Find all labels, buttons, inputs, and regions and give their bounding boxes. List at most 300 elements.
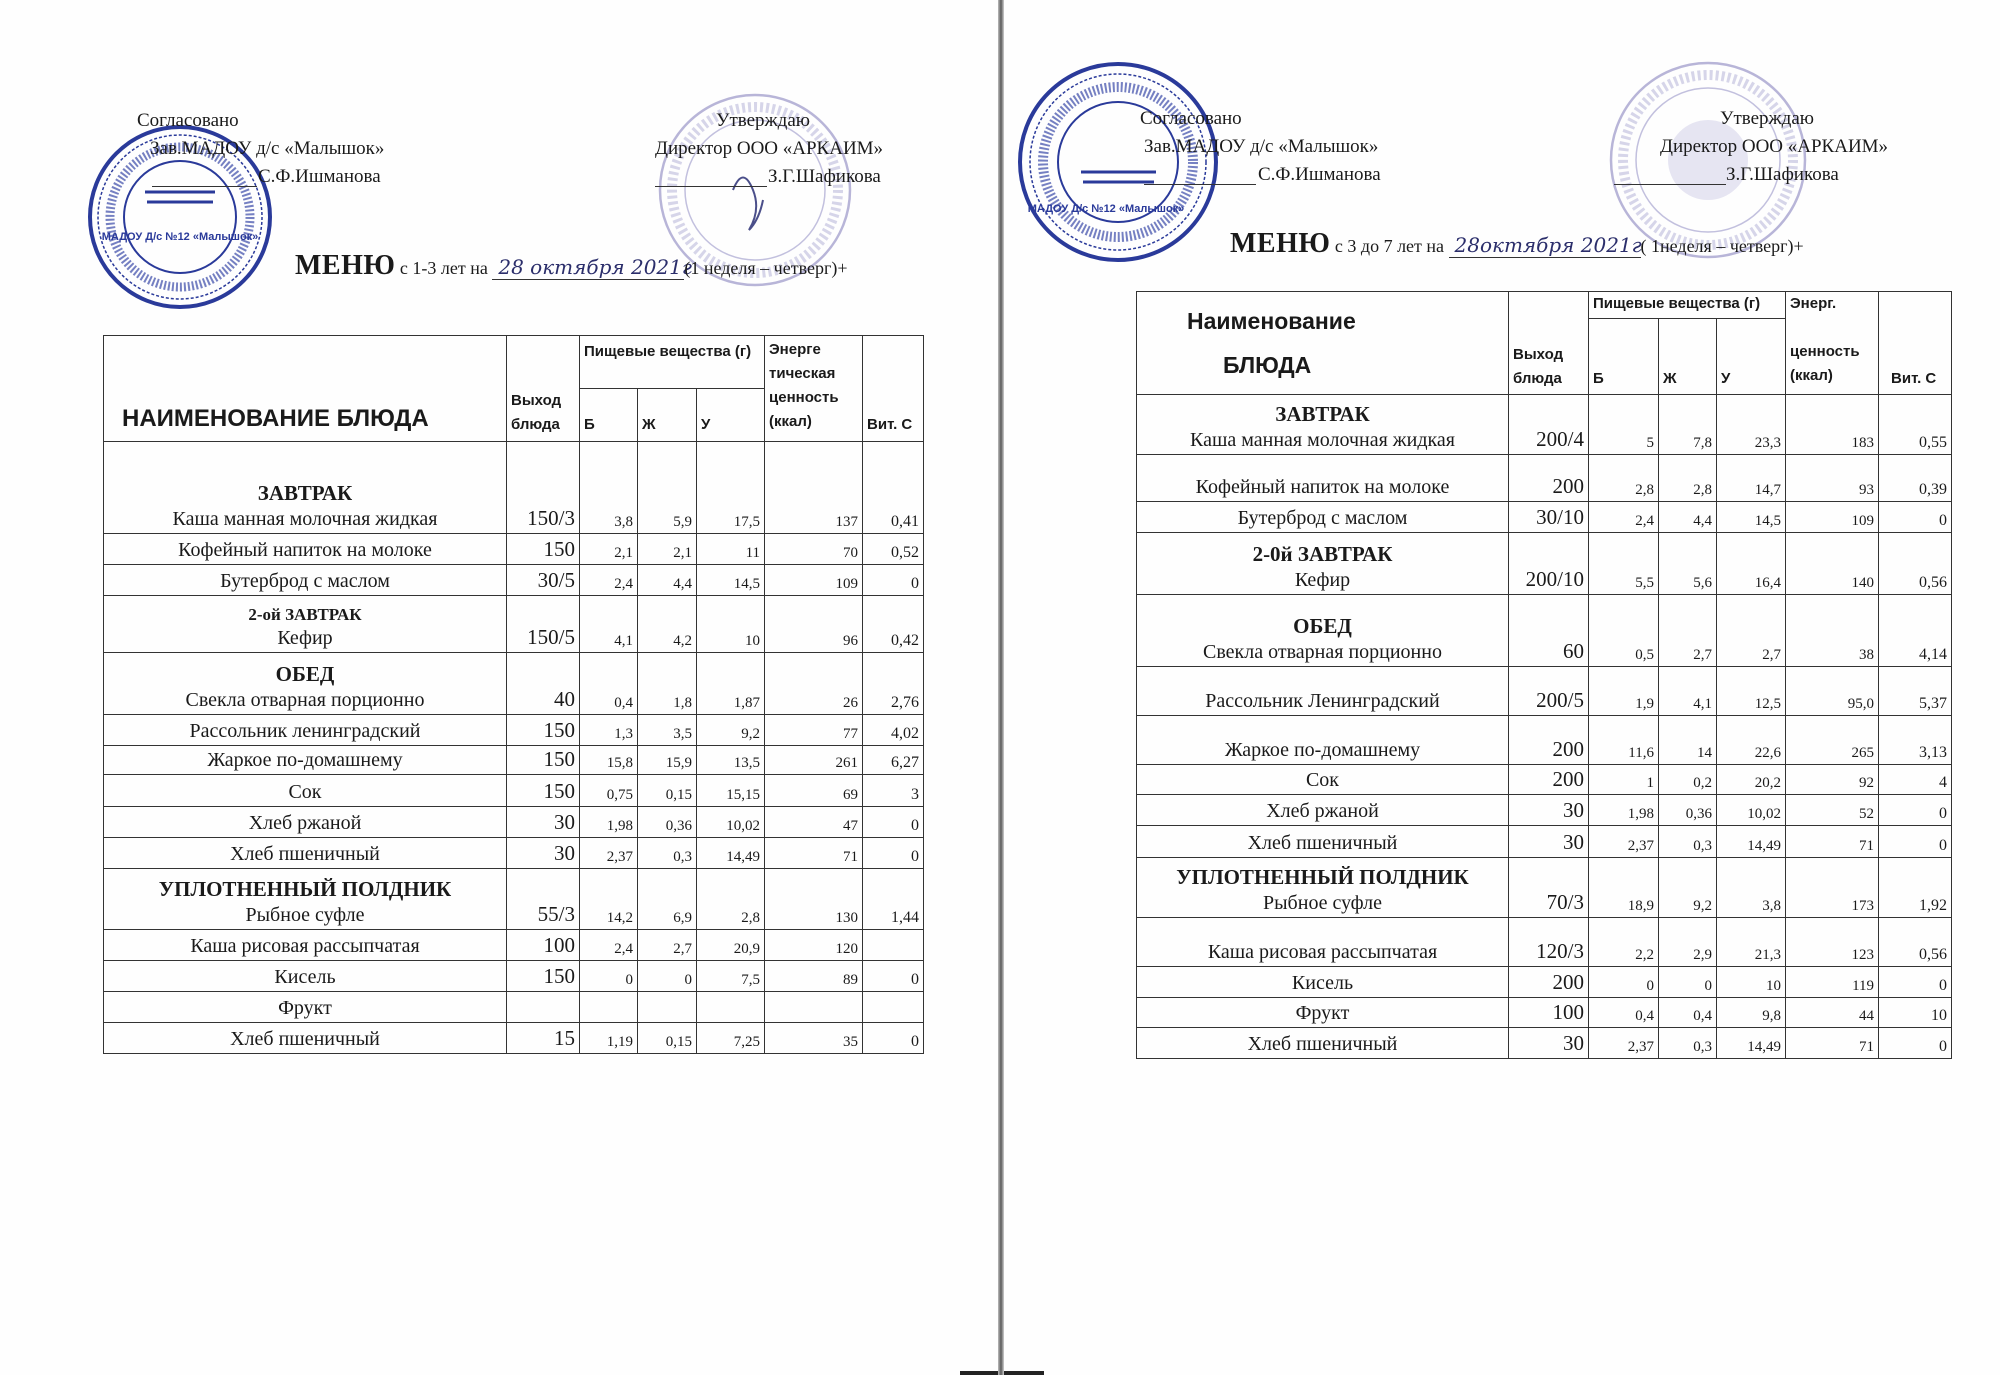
protein-value: 18,9 — [1589, 858, 1659, 918]
protein-value: 1 — [1589, 765, 1659, 795]
vitamin-c-value: 0,42 — [863, 596, 924, 653]
energy-value: 92 — [1786, 765, 1879, 795]
energy-value: 35 — [765, 1023, 863, 1054]
dish-cell — [104, 653, 507, 715]
vitamin-c-value: 5,37 — [1879, 667, 1952, 716]
dish-cell — [1137, 967, 1509, 998]
fat-value — [638, 992, 697, 1023]
dish-output: 70/3 — [1509, 858, 1589, 918]
carbs-value: 10,02 — [1717, 795, 1786, 826]
signature-line — [152, 186, 257, 187]
menu-table — [103, 335, 924, 1054]
menu-row — [1137, 1028, 1952, 1059]
dish-name: Фрукт — [278, 997, 332, 1019]
carbs-value: 2,8 — [697, 869, 765, 930]
dish-cell — [1137, 502, 1509, 533]
menu-section-row — [1137, 395, 1952, 455]
dish-output: 30 — [507, 838, 580, 869]
dish-output: 30/5 — [507, 565, 580, 596]
dish-cell — [104, 869, 507, 930]
dish-output: 55/3 — [507, 869, 580, 930]
carbs-value: 20,9 — [697, 930, 765, 961]
fat-value: 0,15 — [638, 1023, 697, 1054]
school-stamp — [1016, 60, 1221, 265]
dish-cell — [1137, 765, 1509, 795]
header-nutrients: Пищевые вещества (г) — [580, 336, 765, 389]
vitamin-c-value: 0 — [863, 807, 924, 838]
signature-line — [1144, 184, 1256, 185]
carbs-value: 21,3 — [1717, 918, 1786, 967]
dish-name: Каша рисовая рассыпчатая — [190, 935, 420, 957]
menu-row — [104, 534, 924, 565]
dish-output: 100 — [1509, 998, 1589, 1028]
dish-output: 200/5 — [1509, 667, 1589, 716]
dish-cell — [104, 442, 507, 534]
vitamin-c-value: 3,13 — [1879, 716, 1952, 765]
energy-value: 38 — [1786, 595, 1879, 667]
energy-value: 109 — [1786, 502, 1879, 533]
dish-name: Рассольник ленинградский — [189, 720, 421, 742]
vitamin-c-value: 3 — [863, 775, 924, 807]
carbs-value: 12,5 — [1717, 667, 1786, 716]
protein-value: 2,37 — [580, 838, 638, 869]
dish-name: Хлеб ржаной — [248, 812, 362, 834]
fat-value: 7,8 — [1659, 395, 1717, 455]
dish-name: Каша манная молочная жидкая — [172, 508, 438, 530]
dish-output: 30 — [1509, 1028, 1589, 1059]
menu-row — [104, 838, 924, 869]
fat-value: 2,7 — [638, 930, 697, 961]
fat-value: 0,15 — [638, 775, 697, 807]
confirmed-label: Утверждаю — [1720, 108, 1814, 129]
stamp-text: МАДОУ Д/с №12 «Малышок» — [1027, 203, 1185, 215]
dish-cell — [1137, 716, 1509, 765]
dish-cell — [1137, 795, 1509, 826]
dish-cell — [104, 807, 507, 838]
vitamin-c-value: 0 — [1879, 1028, 1952, 1059]
stamp-text: МАДОУ Д/с №12 «Малышок» — [101, 231, 259, 243]
dish-name: Кофейный напиток на молоке — [1195, 476, 1450, 498]
dish-name: Фрукт — [1295, 1002, 1350, 1024]
carbs-value: 20,2 — [1717, 765, 1786, 795]
energy-value: 26 — [765, 653, 863, 715]
carbs-value — [697, 992, 765, 1023]
energy-value: 265 — [1786, 716, 1879, 765]
scan-edge — [1004, 1371, 1044, 1375]
dish-output: 150 — [507, 775, 580, 807]
meal-section-title: ОБЕД — [1293, 614, 1352, 638]
header-dish-name-line2: БЛЮДА — [1223, 352, 1312, 378]
dish-output: 150 — [507, 961, 580, 992]
carbs-value: 11 — [697, 534, 765, 565]
fat-value: 0,3 — [1659, 826, 1717, 858]
menu-page-3-7-years — [1004, 0, 2000, 1375]
protein-value: 14,2 — [580, 869, 638, 930]
dish-output: 150 — [507, 715, 580, 746]
dish-name: Хлеб пшеничный — [1247, 832, 1398, 854]
protein-value: 4,1 — [580, 596, 638, 653]
scan-edge — [960, 1371, 998, 1375]
energy-value: 140 — [1786, 533, 1879, 595]
fat-value: 0 — [1659, 967, 1717, 998]
dish-output: 200 — [1509, 455, 1589, 502]
energy-value: 183 — [1786, 395, 1879, 455]
menu-row — [1137, 455, 1952, 502]
fat-value: 1,8 — [638, 653, 697, 715]
fat-value: 0,4 — [1659, 998, 1717, 1028]
dish-cell — [104, 746, 507, 775]
carbs-value: 10 — [1717, 967, 1786, 998]
header-dish-name: НАИМЕНОВАНИЕ БЛЮДА — [104, 336, 507, 442]
header-fat: Ж — [1659, 319, 1717, 395]
energy-value: 69 — [765, 775, 863, 807]
protein-value: 2,1 — [580, 534, 638, 565]
vitamin-c-value: 0,55 — [1879, 395, 1952, 455]
dish-output: 150 — [507, 534, 580, 565]
dish-cell — [1137, 826, 1509, 858]
energy-value: 119 — [1786, 967, 1879, 998]
vitamin-c-value: 0 — [1879, 502, 1952, 533]
fat-value: 0,3 — [638, 838, 697, 869]
menu-row — [1137, 918, 1952, 967]
dish-cell — [104, 596, 507, 653]
menu-section-row — [1137, 858, 1952, 918]
menu-row — [104, 807, 924, 838]
header-energy — [1786, 292, 1879, 395]
energy-value: 47 — [765, 807, 863, 838]
confirmed-label: Утверждаю — [716, 110, 810, 131]
menu-age: с 1-3 лет на — [399, 258, 488, 278]
dish-cell — [1137, 455, 1509, 502]
header-energy-line2: ценность (ккал) — [1790, 343, 1860, 384]
energy-value: 173 — [1786, 858, 1879, 918]
energy-value: 109 — [765, 565, 863, 596]
dish-name: Хлеб ржаной — [1266, 800, 1379, 822]
menu-row — [1137, 502, 1952, 533]
dish-name: Кисель — [1291, 972, 1354, 994]
dish-output: 30 — [507, 807, 580, 838]
protein-value: 2,4 — [580, 565, 638, 596]
fat-value: 0 — [638, 961, 697, 992]
dish-name: Жаркое по-домашнему — [1224, 739, 1421, 761]
dish-cell — [1137, 533, 1509, 595]
dish-cell — [1137, 1028, 1509, 1059]
approved-name: С.Ф.Ишманова — [258, 166, 381, 187]
protein-value: 2,37 — [1589, 826, 1659, 858]
dish-output: 15 — [507, 1023, 580, 1054]
energy-value: 71 — [1786, 826, 1879, 858]
protein-value: 1,19 — [580, 1023, 638, 1054]
fat-value: 15,9 — [638, 746, 697, 775]
header-vitamin-c: Вит. С — [863, 336, 924, 442]
dish-cell — [1137, 998, 1509, 1028]
carbs-value: 1,87 — [697, 653, 765, 715]
energy-value: 123 — [1786, 918, 1879, 967]
dish-name: Свекла отварная порционно — [1203, 641, 1442, 663]
header-energy-line1: Энерг. — [1790, 295, 1837, 312]
dish-output: 120/3 — [1509, 918, 1589, 967]
protein-value: 1,98 — [580, 807, 638, 838]
menu-heading: МЕНЮ — [295, 250, 396, 281]
header-output: Выход блюда — [507, 336, 580, 442]
fat-value: 3,5 — [638, 715, 697, 746]
approved-name: С.Ф.Ишманова — [1258, 164, 1381, 185]
menu-row — [104, 961, 924, 992]
dish-name: Сок — [288, 781, 322, 803]
menu-row — [1137, 795, 1952, 826]
vitamin-c-value: 2,76 — [863, 653, 924, 715]
dish-output: 30 — [1509, 826, 1589, 858]
menu-row — [104, 930, 924, 961]
protein-value: 0,4 — [1589, 998, 1659, 1028]
menu-row — [104, 715, 924, 746]
protein-value: 2,4 — [1589, 502, 1659, 533]
fat-value: 4,4 — [1659, 502, 1717, 533]
header-protein: Б — [1589, 319, 1659, 395]
dish-name: Кефир — [1294, 569, 1351, 591]
protein-value: 1,98 — [1589, 795, 1659, 826]
fat-value: 4,4 — [638, 565, 697, 596]
vitamin-c-value: 10 — [1879, 998, 1952, 1028]
energy-value: 137 — [765, 442, 863, 534]
vitamin-c-value: 4,14 — [1879, 595, 1952, 667]
carbs-value: 9,2 — [697, 715, 765, 746]
header-carbs: У — [697, 389, 765, 442]
energy-value: 96 — [765, 596, 863, 653]
menu-section-row — [104, 653, 924, 715]
dish-name: Каша рисовая рассыпчатая — [1207, 941, 1438, 963]
energy-value: 93 — [1786, 455, 1879, 502]
dish-cell — [104, 1023, 507, 1054]
dish-cell — [104, 534, 507, 565]
vitamin-c-value: 0 — [863, 565, 924, 596]
vitamin-c-value: 1,44 — [863, 869, 924, 930]
dish-cell — [104, 930, 507, 961]
dish-name: Кофейный напиток на молоке — [178, 539, 432, 561]
meal-section-title: 2-0й ЗАВТРАК — [1252, 542, 1393, 566]
header-dish-name-line1: Наименование — [1187, 308, 1356, 334]
vitamin-c-value: 0,39 — [1879, 455, 1952, 502]
dish-cell — [1137, 395, 1509, 455]
header-fat: Ж — [638, 389, 697, 442]
protein-value: 2,37 — [1589, 1028, 1659, 1059]
vitamin-c-value: 0 — [863, 961, 924, 992]
fat-value: 5,9 — [638, 442, 697, 534]
protein-value: 2,2 — [1589, 918, 1659, 967]
menu-section-row — [1137, 533, 1952, 595]
dish-output — [507, 992, 580, 1023]
dish-name: Свекла отварная порционно — [185, 689, 425, 711]
meal-section-title: УПЛОТНЕННЫЙ ПОЛДНИК — [1176, 865, 1469, 889]
fat-value: 2,8 — [1659, 455, 1717, 502]
energy-value: 71 — [1786, 1028, 1879, 1059]
dish-output: 150/5 — [507, 596, 580, 653]
protein-value: 11,6 — [1589, 716, 1659, 765]
header-nutrients: Пищевые вещества (г) — [1589, 292, 1786, 319]
vitamin-c-value: 0,56 — [1879, 918, 1952, 967]
menu-date: 28октября 2021г — [1449, 233, 1641, 258]
dish-output: 200/4 — [1509, 395, 1589, 455]
energy-value: 89 — [765, 961, 863, 992]
meal-section-title: ОБЕД — [275, 662, 335, 686]
menu-title — [295, 250, 847, 282]
energy-value: 52 — [1786, 795, 1879, 826]
carbs-value: 2,7 — [1717, 595, 1786, 667]
menu-section-row — [104, 442, 924, 534]
protein-value: 15,8 — [580, 746, 638, 775]
dish-name: Каша манная молочная жидкая — [1190, 429, 1455, 451]
dish-output: 200/10 — [1509, 533, 1589, 595]
fat-value: 2,1 — [638, 534, 697, 565]
vitamin-c-value: 0 — [1879, 795, 1952, 826]
approved-label: Согласовано — [1140, 108, 1242, 129]
carbs-value: 22,6 — [1717, 716, 1786, 765]
vitamin-c-value: 0,52 — [863, 534, 924, 565]
dish-cell — [104, 715, 507, 746]
carbs-value: 14,7 — [1717, 455, 1786, 502]
fat-value: 0,36 — [1659, 795, 1717, 826]
carbs-value: 17,5 — [697, 442, 765, 534]
dish-name: Бутерброд с маслом — [220, 570, 390, 592]
fat-value: 4,1 — [1659, 667, 1717, 716]
header-vitamin-c: Вит. С — [1879, 292, 1952, 395]
menu-age: с 3 до 7 лет на — [1334, 236, 1445, 256]
carbs-value: 9,8 — [1717, 998, 1786, 1028]
vitamin-c-value: 0,41 — [863, 442, 924, 534]
vitamin-c-value: 6,27 — [863, 746, 924, 775]
dish-cell — [104, 565, 507, 596]
meal-section-title: ЗАВТРАК — [257, 481, 353, 505]
vitamin-c-value: 0 — [863, 838, 924, 869]
dish-name: Жаркое по-домашнему — [207, 749, 403, 771]
carbs-value: 14,49 — [1717, 826, 1786, 858]
carbs-value: 15,15 — [697, 775, 765, 807]
fat-value: 0,3 — [1659, 1028, 1717, 1059]
menu-section-row — [104, 869, 924, 930]
energy-value: 77 — [765, 715, 863, 746]
energy-value: 71 — [765, 838, 863, 869]
dish-output: 30/10 — [1509, 502, 1589, 533]
menu-row — [104, 992, 924, 1023]
carbs-value: 14,49 — [1717, 1028, 1786, 1059]
carbs-value: 13,5 — [697, 746, 765, 775]
menu-title — [1230, 228, 1804, 260]
menu-heading: МЕНЮ — [1230, 228, 1331, 259]
dish-name: Кефир — [277, 627, 333, 649]
dish-cell — [1137, 595, 1509, 667]
dish-cell — [104, 838, 507, 869]
vitamin-c-value — [863, 930, 924, 961]
dish-cell — [104, 992, 507, 1023]
dish-name: Кисель — [274, 966, 336, 988]
vitamin-c-value: 0 — [1879, 826, 1952, 858]
protein-value: 2,8 — [1589, 455, 1659, 502]
menu-row — [104, 775, 924, 807]
protein-value — [580, 992, 638, 1023]
dish-output: 150/3 — [507, 442, 580, 534]
vitamin-c-value: 0 — [1879, 967, 1952, 998]
protein-value: 2,4 — [580, 930, 638, 961]
protein-value: 1,3 — [580, 715, 638, 746]
carbs-value: 14,5 — [697, 565, 765, 596]
vitamin-c-value: 0 — [863, 1023, 924, 1054]
dish-name: Хлеб пшеничный — [230, 843, 380, 865]
energy-value: 70 — [765, 534, 863, 565]
energy-value: 120 — [765, 930, 863, 961]
carbs-value: 16,4 — [1717, 533, 1786, 595]
signature-line — [655, 186, 767, 187]
approved-label: Согласовано — [137, 110, 239, 131]
menu-page-1-3-years — [0, 0, 998, 1375]
dish-output: 200 — [1509, 967, 1589, 998]
menu-row — [1137, 998, 1952, 1028]
dish-name: Хлеб пшеничный — [1247, 1033, 1398, 1055]
protein-value: 5,5 — [1589, 533, 1659, 595]
confirmed-name: З.Г.Шафикова — [768, 166, 881, 187]
dish-cell — [1137, 858, 1509, 918]
vitamin-c-value: 1,92 — [1879, 858, 1952, 918]
menu-row — [1137, 826, 1952, 858]
menu-row — [104, 1023, 924, 1054]
protein-value: 0,75 — [580, 775, 638, 807]
meal-section-title: ЗАВТРАК — [1275, 402, 1370, 426]
header-carbs: У — [1717, 319, 1786, 395]
dish-output: 40 — [507, 653, 580, 715]
fat-value: 9,2 — [1659, 858, 1717, 918]
fat-value: 6,9 — [638, 869, 697, 930]
menu-week: (1 неделя – четверг)+ — [684, 258, 848, 278]
menu-section-row — [1137, 595, 1952, 667]
energy-value: 44 — [1786, 998, 1879, 1028]
protein-value: 0 — [580, 961, 638, 992]
dish-output: 30 — [1509, 795, 1589, 826]
carbs-value: 23,3 — [1717, 395, 1786, 455]
energy-value: 130 — [765, 869, 863, 930]
protein-value: 1,9 — [1589, 667, 1659, 716]
confirmed-name: З.Г.Шафикова — [1726, 164, 1839, 185]
menu-date: 28 октября 2021г — [492, 255, 684, 280]
header-output: Выход блюда — [1509, 292, 1589, 395]
dish-cell — [104, 961, 507, 992]
dish-name: Хлеб пшеничный — [230, 1028, 380, 1050]
menu-row — [104, 565, 924, 596]
menu-table — [1136, 291, 1952, 1059]
fat-value: 0,2 — [1659, 765, 1717, 795]
dish-name: Бутерброд с маслом — [1237, 507, 1408, 529]
protein-value: 0 — [1589, 967, 1659, 998]
fat-value: 4,2 — [638, 596, 697, 653]
protein-value: 3,8 — [580, 442, 638, 534]
dish-output: 150 — [507, 746, 580, 775]
dish-cell — [104, 775, 507, 807]
dish-output: 100 — [507, 930, 580, 961]
header-energy: Энерге тическая ценность (ккал) — [765, 336, 863, 442]
meal-section-title: УПЛОТНЕННЫЙ ПОЛДНИК — [158, 877, 452, 901]
dish-output: 60 — [1509, 595, 1589, 667]
dish-cell — [1137, 667, 1509, 716]
vitamin-c-value: 4,02 — [863, 715, 924, 746]
confirmed-position: Директор ООО «АРКАИМ» — [655, 138, 884, 159]
menu-row — [1137, 716, 1952, 765]
approved-position: Зав.МАДОУ д/с «Малышок» — [150, 138, 385, 159]
dish-output: 200 — [1509, 716, 1589, 765]
approved-position: Зав.МАДОУ д/с «Малышок» — [1144, 136, 1379, 157]
energy-value: 261 — [765, 746, 863, 775]
dish-cell — [1137, 918, 1509, 967]
header-dish-name — [1137, 292, 1509, 395]
menu-row — [1137, 765, 1952, 795]
menu-row — [104, 746, 924, 775]
